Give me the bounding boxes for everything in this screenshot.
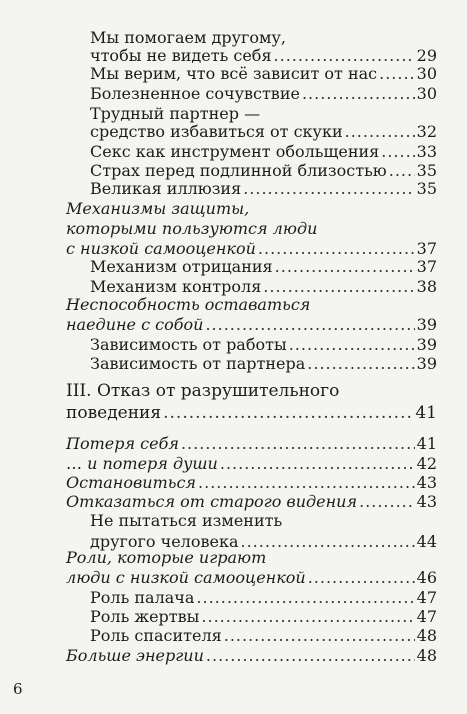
- toc-entry-title: Роль спасителя: [90, 626, 222, 645]
- toc-section-title: … и потеря души: [66, 454, 218, 473]
- toc-entry-page: 48: [416, 626, 437, 645]
- toc-entry-title: Мы верим, что всё зависит от нас: [90, 64, 378, 83]
- toc-entry-page: 30: [416, 84, 437, 103]
- toc-section-title: наедине с собой: [66, 315, 204, 334]
- toc-entry-page: 37: [416, 257, 437, 276]
- toc-entry-title: Роль палача: [90, 588, 195, 607]
- dot-leader: [275, 256, 415, 278]
- toc-section-page: 43: [416, 473, 437, 492]
- toc-entry-title: Механизм контроля: [90, 277, 262, 296]
- toc-entry-title: Секс как инструмент обольщения: [90, 142, 380, 161]
- dot-leader: [205, 314, 414, 336]
- dot-leader: [308, 567, 415, 589]
- toc-section-title: Больше энергии: [66, 646, 204, 665]
- toc-entry-page: 35: [416, 179, 437, 198]
- toc-entry-title: Не пытаться изменить: [90, 511, 283, 530]
- toc-section-title: Неспособность оставаться: [66, 295, 311, 314]
- toc-section-title: люди с низкой самооценкой: [66, 568, 306, 587]
- toc-entry-page: 33: [416, 142, 437, 161]
- toc-section-page: 37: [416, 239, 437, 258]
- toc-entry-title: Механизм отрицания: [90, 257, 273, 276]
- dot-leader: [243, 178, 414, 200]
- toc-entry-title: Роль жертвы: [90, 607, 200, 626]
- toc-entry-title: чтобы не видеть себя: [90, 46, 272, 65]
- toc-entry-title: Зависимость от работы: [90, 335, 287, 354]
- toc-entry-title: Трудный партнер —: [90, 104, 261, 123]
- toc-entry-page: 38: [416, 277, 437, 296]
- toc-chapter-title: поведения: [66, 403, 162, 423]
- toc-entry-page: 35: [416, 161, 437, 180]
- toc-entry-page: 39: [416, 335, 437, 354]
- toc-section-page: 42: [416, 454, 437, 473]
- dot-leader: [345, 121, 415, 143]
- page-number: 6: [13, 680, 23, 698]
- dot-leader: [181, 433, 415, 455]
- toc-section-page: 46: [416, 568, 437, 587]
- toc-entry-title: Страх перед подлинной близостью: [90, 161, 387, 180]
- toc-entry-title: Зависимость от партнера: [90, 354, 306, 373]
- toc-section-title: Механизмы защиты,: [66, 199, 250, 218]
- toc-section-title: Роли, которые играют: [66, 548, 267, 567]
- toc-chapter-page: 41: [415, 403, 437, 423]
- dot-leader: [224, 625, 415, 647]
- toc-entry-title: Болезненное сочувствие: [90, 84, 300, 103]
- toc-entry-page: 32: [416, 122, 437, 141]
- toc-entry-page: 30: [416, 64, 437, 83]
- toc-entry-page: 47: [416, 588, 437, 607]
- toc-section-title: Потеря себя: [66, 434, 179, 453]
- toc-entry-title: Великая иллюзия: [90, 179, 242, 198]
- toc-section-page: 41: [416, 434, 437, 453]
- dot-leader: [206, 645, 415, 667]
- toc-entry-page: 44: [416, 532, 437, 551]
- toc-chapter-title: III. Отказ от разрушительного: [66, 381, 340, 401]
- toc-entry-title: Мы помогаем другому,: [90, 28, 286, 47]
- toc-section-page: 48: [416, 646, 437, 665]
- toc-entry-title: средство избавиться от скуки: [90, 122, 343, 141]
- toc-section-page: 43: [416, 492, 437, 511]
- dot-leader: [379, 63, 415, 85]
- toc-section-title: с низкой самооценкой: [66, 239, 256, 258]
- dot-leader: [302, 83, 415, 105]
- toc-section-title: Отказаться от старого видения: [66, 492, 358, 511]
- dot-leader: [307, 353, 414, 375]
- toc-entry-page: 29: [416, 46, 437, 65]
- toc-entry-title: другого человека: [90, 532, 239, 551]
- toc-section-page: 39: [416, 315, 437, 334]
- dot-leader: [163, 402, 413, 424]
- toc-section-title: которыми пользуются люди: [66, 219, 318, 238]
- toc-entry-page: 47: [416, 607, 437, 626]
- toc-section-title: Остановиться: [66, 473, 197, 492]
- toc-entry-page: 39: [416, 354, 437, 373]
